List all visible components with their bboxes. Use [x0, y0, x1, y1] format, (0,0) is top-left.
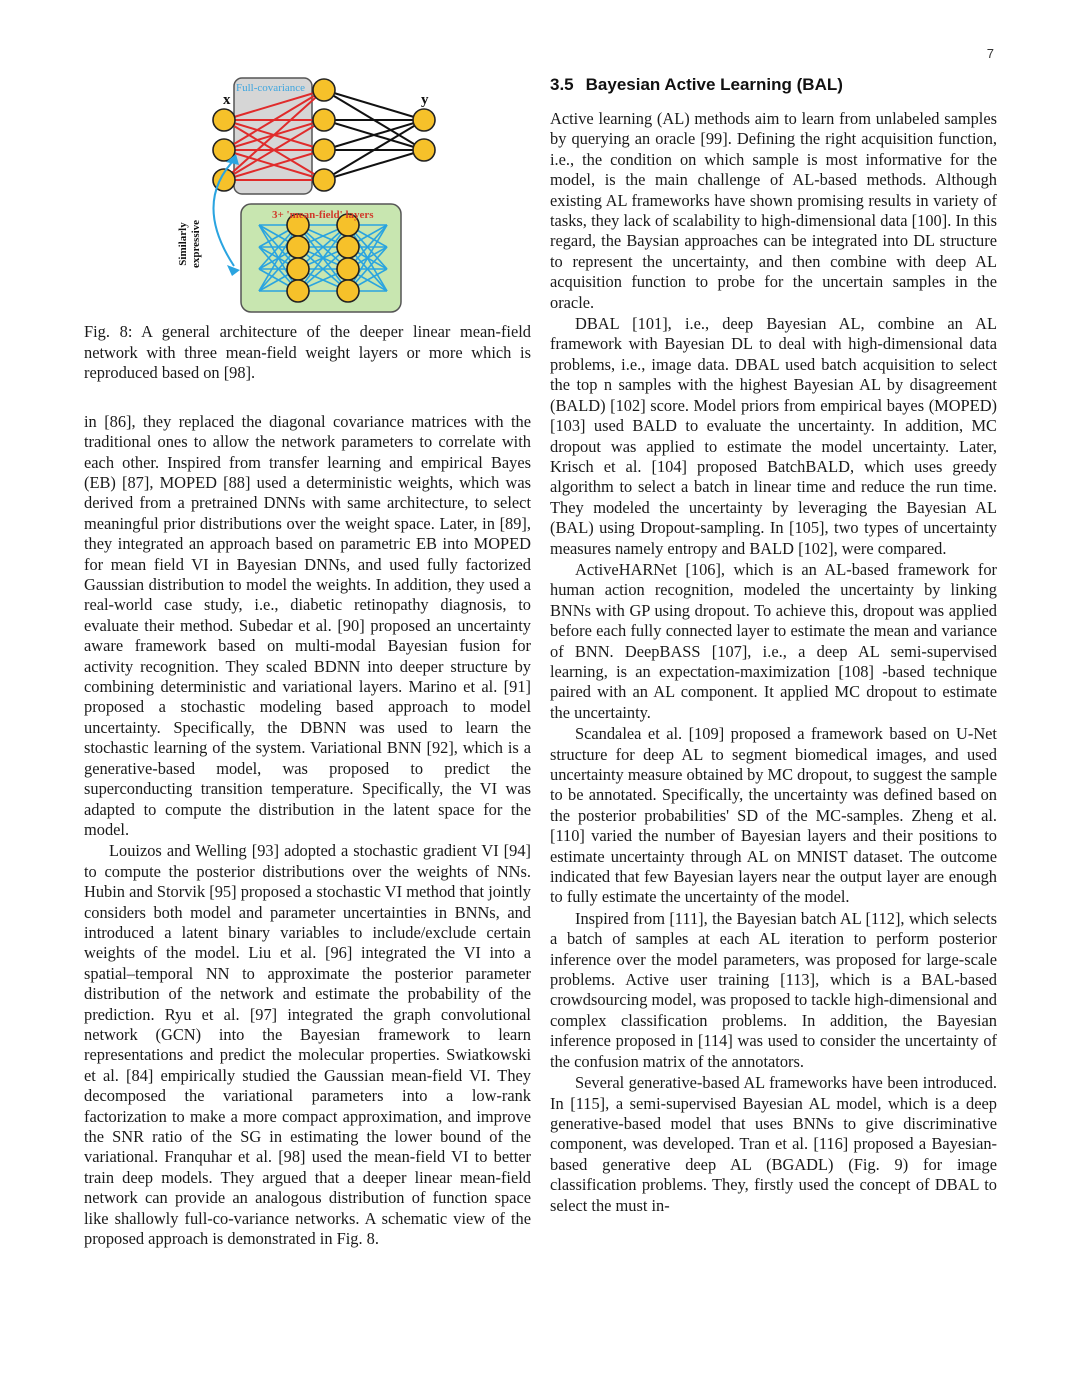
right-paragraph: Inspired from [111], the Bayesian batch AL [112], which selects a batch of samples at each AL iteration to perform posterior inference over the model parameters, was proposed for large-scale problems. Active user training [113], which is a BAL-based crowdsourcing model, was proposed to tackle high-dimensional and complex classification problems. In addition, the Bayesian inference proposed in [114] was used to consider the uncertainty of the confusion matrix of the annotators. [550, 908, 997, 1071]
neuron-node [337, 236, 359, 258]
side-label-similarly: Similarly [177, 222, 189, 266]
neuron-node [287, 236, 309, 258]
output-edge [324, 150, 424, 180]
side-label-group [177, 220, 202, 268]
left-paragraph: in [86], they replaced the diagonal covariance matrices with the traditional ones to allow the network parameters to correlate with each other. Inspired from transfer learning and empirical Bayes (EB) [87], MOPED [88] used a deterministic weights, which was derived from a pretrained DNNs with same architecture, to select meaningful prior distributions over the weight space. Later, in [89], they integrated an approach based on parametric EB into MOPED for mean field VI in Bayesian DNNs, and used fully factorized Gaussian distribution to model the weights. In addition, they used a real-world case study, i.e., diabetic retinopathy diagnosis, to evaluate their method. Subedar et al. [90] proposed an uncertainty aware framework based on multi-modal Bayesian fusion for activity recognition. They scaled BDNN into deeper structure by combining deterministic and variational layers. Marino et al. [91] proposed a stochastic modeling based approach to model uncertainty. Specifically, the DBNN was used to learn the stochastic learning of the system. Variational BNN [92], which is a generative-based model, was proposed to predict the superconducting transition temperature. Specifically, the VI was adapted to compute the distribution in the latent space for the model. [84, 411, 531, 839]
output-edge [324, 90, 424, 120]
right-paragraph: Scandalea et al. [109] proposed a framework based on U-Net structure for deep AL to segment biomedical images, and used uncertainty measure obtained by MC dropout, to suggest the sample to be annotated. Specifically, the uncertainty was defined based on the posterior probabilities' SD of the MC-samples. Zheng et al. [110] varied the number of Bayesian layers and their positions to estimate uncertainty through AL on MNIST dataset. The outcome indicated that few Bayesian layers near the output layer are enough to fully estimate the uncertainty of the model. [550, 724, 998, 907]
section-number: 3.5 [550, 75, 574, 94]
neuron-node [313, 79, 335, 101]
network-diagram [84, 74, 531, 318]
right-column [550, 74, 997, 1216]
neuron-node [413, 109, 435, 131]
right-body-text [550, 109, 997, 1216]
full-covariance-label: Full-covariance [236, 82, 306, 94]
right-paragraph: Several generative-based AL frameworks have been introduced. In [115], a semi-supervised Bayesian AL model, which is a deep generative-based model that uses BNNs to give discriminative component, was developed. Tran et al. [116] proposed a Bayesian-based generative deep AL (BGADL) (Fig. 9) for image classification problems. They, firstly used the concept of DBAL to select the must in- [550, 1073, 997, 1215]
neuron-node [287, 280, 309, 302]
neuron-node [313, 169, 335, 191]
right-paragraph: DBAL [101], i.e., deep Bayesian AL, combine an AL framework with Bayesian DL to deal with high-dimensional data problems, i.e., image data. DBAL used batch acquisition to select the top n samples with the highest Bayesian AL by disagreement (BALD) [102] score. Model priors from empirical bayes (MOPED) [103] used BALD to evaluate the uncertainty. In addition, MC dropout was applied to estimate the model uncertainty. Later, Krisch et al. [104] proposed BatchBALD, which uses greedy algorithm to select a batch in linear time and reduce the run time. They modeled the uncertainty by leveraging the Bayesian AL (BAL) using Dropout-sampling. In [105], two types of uncertainty measures namely entropy and BALD [102], were compared. [550, 314, 997, 558]
figure-8 [84, 74, 531, 318]
left-paragraph: Louizos and Welling [93] adopted a stochastic gradient VI [94] to compute the posterior distributions over the weights of NNs. Hubin and Storvik [95] proposed a stochastic VI method that jointly considers both model and parameter uncertainties in BNNs, and introduced a latent binary variables to include/exclude certain weights of the model. Liu et al. [96] integrated the VI into a spatial–temporal NN to approximate the posterior parameter distribution of the network and estimate the probability of the prediction. Ryu et al. [97] integrated the graph convolutional network (GCN) into the Bayesian framework to learn representations and predict the molecular properties. Swiatkowski et al. [84] empirically studied the Gaussian mean-field VI. They decomposed the variational parameters into a low-rank factorization to make a more compact approximation, and improve the SNR ratio of the SG in estimating the lower bound of the variational. Franquhar et al. [98] used the mean-field VI to better train deep models. They argued that a deeper linear mean-field network can provide an analogous distribution of function space like shallowly full-co-variance networks. A schematic view of the proposed approach is demonstrated in Fig. 8. [84, 841, 531, 1249]
neuron-node [287, 258, 309, 280]
section-title: Bayesian Active Learning (BAL) [585, 75, 843, 94]
figure-caption: Fig. 8: A general architecture of the deeper linear mean-field network with three mean-field weight layers or more which is reproduced based on [98]. [84, 322, 531, 383]
input-label-x: x [223, 92, 231, 108]
neuron-node [337, 280, 359, 302]
page-number: 7 [986, 46, 994, 61]
neuron-node [413, 139, 435, 161]
side-label-expressive: expressive [190, 219, 202, 269]
section-heading [550, 75, 997, 95]
arrow-head-bottom-icon [227, 265, 240, 276]
left-body-text [84, 412, 531, 1250]
neuron-node [337, 258, 359, 280]
output-label-y: y [421, 92, 429, 108]
left-column [84, 74, 531, 1249]
right-paragraph: ActiveHARNet [106], which is an AL-based framework for human action recognition, modeled the uncertainty by linking BNNs with GP using dropout. To achieve this, dropout was applied before each fully connected layer to estimate the mean and variance of BNN. DeepBASS [107], i.e., a deep AL semi-supervised learning, is an expectation-maximization [108] -based technique paired with an AL component. It applied MC dropout to estimate the uncertainty. [550, 559, 997, 722]
neuron-node [313, 109, 335, 131]
mean-field-label: 3+ 'mean-field' layers [272, 209, 374, 221]
neuron-node [313, 139, 335, 161]
neuron-node [213, 109, 235, 131]
right-paragraph: Active learning (AL) methods aim to learn from unlabeled samples by querying an oracle [99]. Defining the right acquisition function, i.e., the condition on which sample is most informative for the model, is the main challenge of AL-based methods. Although existing AL frameworks have shown promising results in variety of tasks, they lack of scalability to high-dimensional data [100]. In this regard, the Baysian approaches can be integrated into DL structure to represent the uncertainty, and then combine with deep AL acquisition function to probe for the uncertain samples in the oracle. [550, 109, 997, 312]
